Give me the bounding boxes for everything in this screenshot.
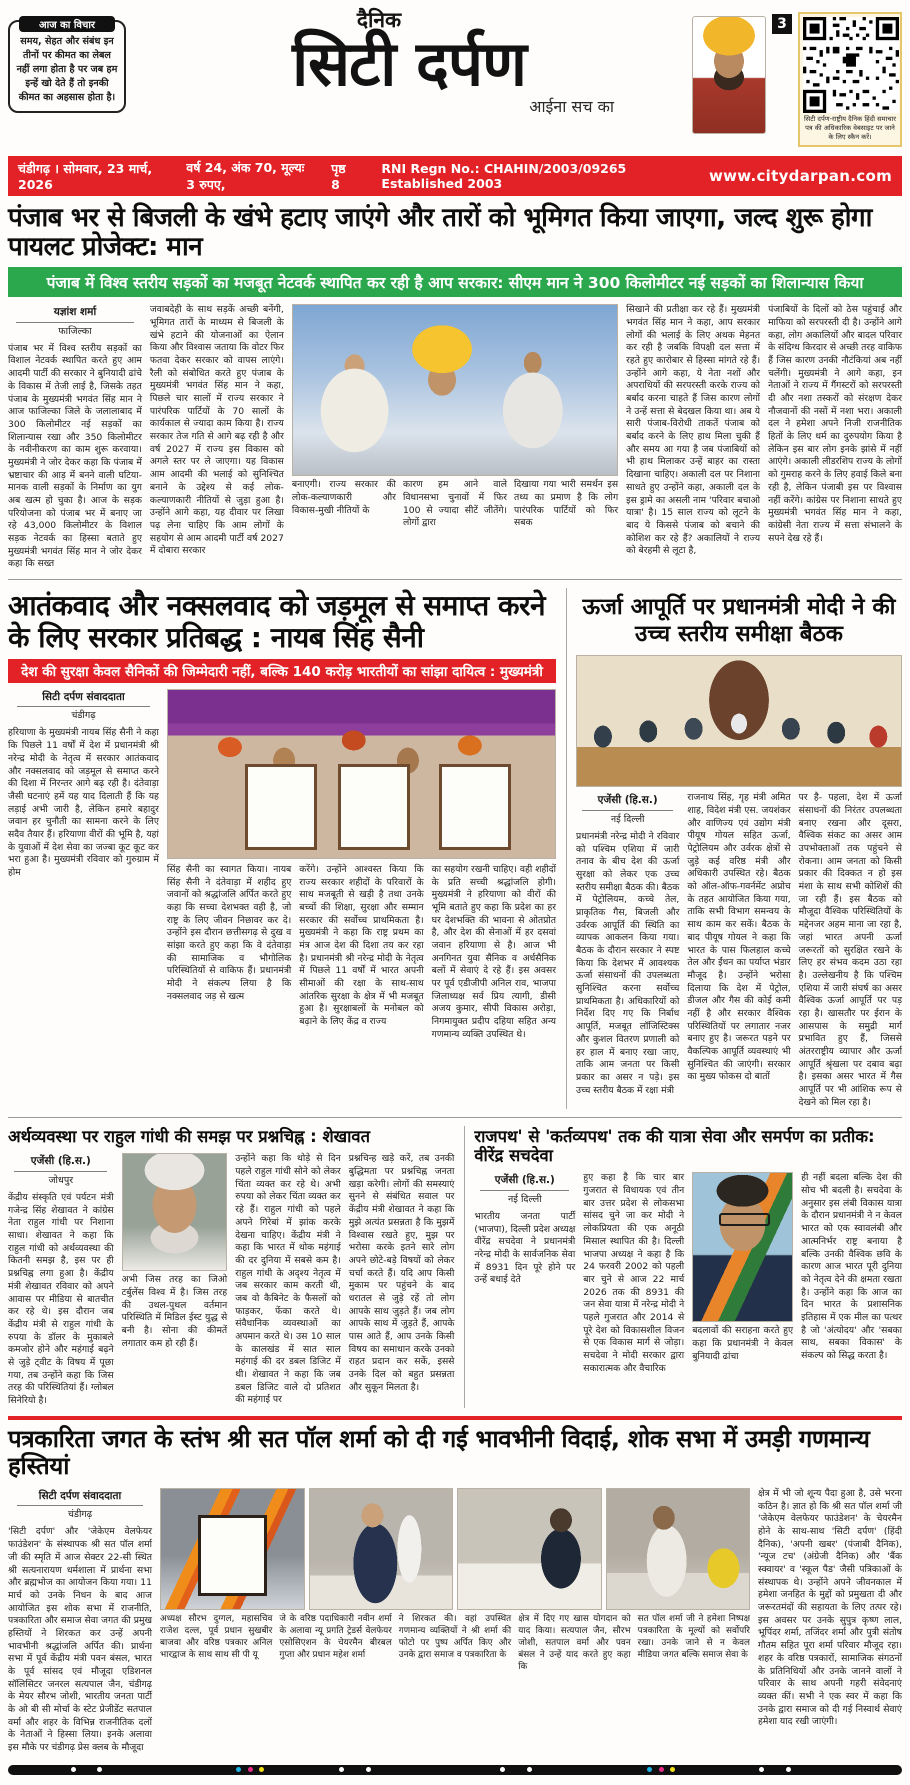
agency-name: एजेंसी (हि.स.) bbox=[14, 1154, 107, 1171]
obit-caption-1: अध्यक्ष सौरभ दुग्गल, महासचिव राजेश दल्ल, पूर्व प्रधान सुखबीर बाजवा और वरिष्ठ पत्रकार अनिल भारद्वाज के साथ साथ सी पी यू bbox=[159, 1613, 273, 1661]
saini-article bbox=[8, 588, 556, 1109]
thought-of-day-box bbox=[8, 20, 126, 113]
footer-dot bbox=[786, 1767, 791, 1772]
obit-caption-2: जे के वरिष्ठ पदाधिकारी नवीन शर्मा के अलावा न्यू प्रगति ट्रेडर्स वेलफेयर एसोसिएशन के चेयरमैन बीरबल गुप्ता और प्रधान महेश शर्मा bbox=[279, 1613, 392, 1661]
red-section-rule bbox=[8, 1416, 902, 1420]
website-url: www.citydarpan.com bbox=[708, 167, 892, 185]
saini-column-1 bbox=[8, 689, 159, 1042]
rni-number: RNI Regn No.: CHAHIN/2003/09265 Established 2003 bbox=[381, 161, 627, 191]
footer-dot bbox=[248, 1767, 253, 1772]
section-divider bbox=[8, 1117, 902, 1118]
lead-column-5 bbox=[768, 304, 902, 571]
second-row bbox=[8, 588, 902, 1109]
footer-dot bbox=[71, 1767, 76, 1772]
sachdeva-portrait-photo bbox=[692, 1172, 793, 1322]
brand-block bbox=[134, 6, 684, 115]
obituary-article bbox=[8, 1426, 902, 1755]
reporter-name: सिटी दर्पण संवाददाता bbox=[17, 690, 150, 707]
lead-text-1: पंजाब भर में विश्व स्तरीय सड़कों का विशाल नेटवर्क स्थापित करते हुए आम आदमी पार्टी की सरकार ने बुनियादी ढांचे के विकास में तेजी लाई है, जिसके तहत पंजाब के मुख्यमंत्री भगवंत सिंह मान ने आज फाजिल्का जिले के जलालाबाद में 300 किलोमीटर नई सड़कों का शिलान्यास रखा और 350 किलोमीटर के नवीनीकरण का काम शुरू करवाया। मुख्यमंत्री ने जोर देकर कहा कि पंजाब में भ्रष्टाचार की आड़ में बनने वाली घटिया-मानक वाली सड़कों के निर्माण का युग अब खत्म हो चुका है। आज के सड़क परियोजना को पंजाब भर में बनाए जा रहे 43,000 किलोमीटर के विशाल सड़क नेटवर्क का हिस्सा बताते हुए मुख्यमंत्री भगवंत सिंह मान ने जोर देकर कहा कि सख्त bbox=[8, 342, 142, 570]
footer-dot bbox=[339, 1767, 344, 1772]
sachdeva-column-4: ही नहीं बदला बल्कि देश की सोच भी बदली है। सचदेवा के अनुसार इस लंबी विकास यात्रा के दौरान प्रधानमंत्री ने न केवल भारत को एक स्वावलंबी और आत्मनिर्भर राष्ट्र बनाया है बल्कि उनकी वैश्विक छवि के कारण आज भारत पूरी दुनिया को नेतृत्व देने की क्षमता रखता है। उन्होंने कहा कि आज का दिन भारत के प्रशासनिक इतिहास में एक मील का पत्थर है जो 'अंत्योदय' और 'सबका साथ, सबका विकास' के संकल्प को सिद्ध करता है। bbox=[801, 1172, 902, 1361]
lead-under-1: बनाएगी। राज्य सरकार की लोक-कल्याणकारी और विकास-मुखी नीतियों के bbox=[291, 479, 396, 516]
third-row bbox=[8, 1126, 902, 1407]
sachdeva-column-2: हुए कहा है कि चार बार गुजरात से विधायक एवं तीन बार उत्तर प्रदेश से लोकसभा सांसद चुने जा कर मोदी ने लोकप्रियता की एक अनूठी मिसाल स्थापित की है। दिल्ली भाजपा अध्यक्ष ने कहा है कि 24 फरवरी 2002 को पहली बार चुने से आज 22 मार्च 2026 तक की 8931 की जन सेवा यात्रा में नरेन्द्र मोदी ने पहले गुजरात और 2014 से पूरे देश को विकासशील विजन से एक विकास मार्ग से जोड़ा। सचदेवा ने मोदी सरकार द्वारा सकारात्मक और वैचारिक bbox=[583, 1172, 685, 1374]
shekhawat-column-2 bbox=[122, 1153, 228, 1407]
obituary-headline: पत्रकारिता जगत के स्तंभ श्री सत पॉल शर्मा को दी गई भावभीनी विदाई, शोक सभा में उमड़ी गणमान्य हस्तियां bbox=[8, 1424, 870, 1481]
lead-article bbox=[8, 304, 902, 571]
brand-kicker: दैनिक bbox=[356, 8, 402, 32]
thought-title: आज का विचार bbox=[19, 16, 114, 32]
lead-under-2: कारण हम आने वाले विधानसभा चुनावों में फिर 100 से ज्यादा सीटें जीतेंगे। लोगों द्वारा bbox=[402, 479, 508, 529]
lead-column-1 bbox=[8, 304, 142, 571]
lead-column-4 bbox=[626, 304, 760, 571]
footer-dot bbox=[670, 1767, 675, 1772]
lead-text-4: सिखाने की प्रतीक्षा कर रहे हैं। मुख्यमंत्री भगवंत सिंह मान ने कहा, आप सरकार लोगों की भलाई के लिए अथक मेहनत कर रही है जबकि विपक्षी दल सत्ता में रहते हुए कारोबार से हिस्सा मांगते रहे हैं। उन्होंने आगे कहा, ये नेता नशों और अपराधियों की सरपरस्ती करके राज्य को बर्बाद करना चाहते हैं जिस कारण लोगों ने उन्हें सत्ता से बेदखल किया था। अब ये सारी पंजाब-विरोधी ताकतें पंजाब को बर्बाद करने के लिए हाथ मिला चुकी हैं और समय आ गया है जब पंजाबियों को भी हाथ मिलाकर उन्हें बाहर का रास्ता दिखाना चाहिए। अकाली दल पर निशाना साधते हुए उन्होंने कहा, अकाली दल के इस ड्रामे का असली नाम 'परिवार बचाओ यात्रा' है। 15 साल राज्य को लूटने के बाद ये किससे पंजाब को बचाने की कोशिश कर रहे हैं? अकालियों ने राज्य को बेरहमी से लूटा है, bbox=[626, 304, 761, 557]
footer-separator-bar bbox=[8, 1765, 902, 1775]
obituary-photo-strip bbox=[160, 1488, 750, 1755]
garlanded-portrait-photo bbox=[160, 1488, 305, 1610]
city-date: चंडीगढ़ । सोमवार, 23 मार्च, 2026 bbox=[18, 161, 153, 192]
obituary-column-1 bbox=[8, 1488, 152, 1755]
footer-dot bbox=[759, 1767, 764, 1772]
lead-photo-continuation bbox=[292, 479, 618, 530]
award-ceremony-photo bbox=[167, 689, 556, 859]
obituary-text-1: 'सिटी दर्पण' और 'जेकेएम वेलफेयर फाउंडेशन' के संस्थापक श्री सत पॉल शर्मा जी की स्मृति में आज सेक्टर 22-सी स्थित श्री सत्यनारायण धर्मशाला में प्रार्थना सभा और ब्रह्मभोज का आयोजन किया गया। 11 मार्च को उनके निधन के बाद आज आयोजित इस शोक सभा में राजनीति, पत्रकारिता और समाज सेवा जगत की प्रमुख हस्तियों ने शिरकत कर उन्हें अपनी भावभीनी श्रद्धांजलि अर्पित की। प्रार्थना सभा में पूर्व केंद्रीय मंत्री पवन बंसल, भारत के पूर्व सांसद एवं मौजूदा एडिशनल सॉलिसिटर जनरल सत्यपाल जैन, चंडीगढ़ के मेयर सौरभ जोशी, भारतीय जनता पार्टी के ओ बी सी मोर्चा के स्टेट प्रेजीडेंट सतपाल वर्मा और शहर के विभिन्न राजनीतिक दलों के नेताओं ने हिस्सा लिया। इनके अलावा इस मौके पर चंडीगढ़ प्रेस क्लब के मौजूदा bbox=[8, 1526, 152, 1754]
thought-text: समय, सेहत और संबंध इन तीनों पर कीमत का लेबल नहीं लगा होता है पर जब हम इन्हें खो देते हैं तो इनकी कीमत का अहसास होता है। bbox=[16, 36, 118, 103]
footer-dot bbox=[500, 1767, 505, 1772]
sachdeva-text-3: बदलावों की सराहना करते हुए कहा कि प्रधानमंत्री ने केवल बुनियादी ढांचा bbox=[692, 1325, 794, 1362]
footer-dot bbox=[259, 1767, 264, 1772]
agency-place: जोधपुर bbox=[48, 1174, 74, 1186]
newspaper-title: सिटी दर्पण bbox=[292, 27, 526, 100]
shekhawat-headline: अर्थव्यवस्था पर राहुल गांधी की समझ पर प्रश्नचिह्न : शेखावत bbox=[8, 1127, 371, 1147]
reporter-name: यज्ञांश शर्मा bbox=[16, 305, 134, 322]
modi-column-2: राजनाथ सिंह, गृह मंत्री अमित शाह, विदेश मंत्री एस. जयशंकर और वाणिज्य एवं उद्योग मंत्री पीयूष गोयल सहित ऊर्जा, पेट्रोलियम और उर्वरक क्षेत्रों से जुड़े कई वरिष्ठ मंत्री और अधिकारी उपस्थित रहे। बैठक को ऑल-ऑफ-गवर्नमेंट अप्रोच के तहत आयोजित किया गया, ताकि सभी विभाग समन्वय के साथ काम कर सकें। बैठक के बाद पीयूष गोयल ने कहा कि भारत के पास फिलहाल कच्चे तेल और ईंधन का पर्याप्त भंडार मौजूद है। उन्होंने भरोसा दिलाया कि देश में पेट्रोल, डीजल और गैस की कोई कमी नहीं है और सरकार वैश्विक परिस्थितियों पर लगातार नजर बनाए हुए है। जरूरत पड़ने पर वैकल्पिक आपूर्ति व्यवस्थाएं भी सुनिश्चित की जाएंगी। सरकार का मुख्य फोकस दो बातों bbox=[687, 792, 791, 1083]
saini-column-2: सिंह सैनी का स्वागत किया। नायब सिंह सैनी ने दंतेवाड़ा में शहीद हुए जवानों को श्रद्धांजलि अर्पित करते हुए कहा कि सच्चा देशभक्त वही है, जो राष्ट्र के लिए जीवन निछावर कर दे। उन्होंने इस दौरान छत्तीसगढ़ से दुख व सांझा करते हुए कहा कि वे दंतेवाड़ा की सामाजिक व भौगोलिक परिस्थितियों से वाकिफ हैं। प्रधानमंत्री मोदी ने संकल्प लिया है कि नक्सलवाद जड़ से खत्म bbox=[166, 863, 292, 1002]
review-meeting-photo bbox=[576, 655, 902, 787]
qr-code-box bbox=[798, 12, 902, 147]
agency-place: नई दिल्ली bbox=[610, 813, 645, 825]
footer-dot bbox=[659, 1767, 664, 1772]
reporter-name: सिटी दर्पण संवाददाता bbox=[17, 1489, 144, 1506]
lead-text-2: जवाबदेही के साथ सड़कें अच्छी बनेंगी, भूमिगत तारों के माध्यम से बिजली के खंभे हटाने की योजनाओं का ऐलान किया और विश्वास जताया कि वोटर फिर फतवा देकर सरकार को वापस लाएंगे। रैली को संबोधित करते हुए पंजाब के मुख्यमंत्री भगवंत सिंह मान ने कहा, पिछले चार सालों में राज्य सरकार ने पारंपरिक पार्टियों के 70 सालों के कार्यकाल से ज्यादा काम किया है। राज्य सरकार तेज गति से आगे बढ़ रही है और वर्ष 2027 में राज्य इस विकास को अगले स्तर पर ले जाएगा। यह विकास आम आदमी की भलाई को सुनिश्चित बनाने के उद्देश्य से कई लोक-कल्याणकारी नीतियों से जुड़ा हुआ है। उन्होंने आगे कहा, यह दीवार पर लिखा पढ़ लेना चाहिए कि आम लोगों के सहयोग से आम आदमी पार्टी वर्ष 2027 में दोबारा सरकार bbox=[149, 304, 284, 557]
byline bbox=[8, 1489, 152, 1522]
saini-text-1: हरियाणा के मुख्यमंत्री नायब सिंह सैनी ने कहा कि पिछले 11 वर्षों में देश में प्रधानमंत्री श्री नरेन्द्र मोदी के नेतृत्व में सरकार आतंकवाद और नक्सलवाद को जड़मूल से समाप्त करने की दिशा में निरन्तर आगे बढ़ रही है। दंतेवाड़ा जैसी घटनाएं हमें यह याद दिलाती हैं कि यह लड़ाई अभी जारी है, लेकिन हमारे बहादुर जवान हर चुनौती का सामना करने के लिए सदैव तैयार हैं। हरियाणा वीरों की भूमि है, यहां के युवाओं में देश सेवा का जज्बा कूट कूट कर भरा हुआ है। मुख्यमंत्री रविवार को गुरुग्राम में होम bbox=[8, 727, 159, 879]
modi-headline: ऊर्जा आपूर्ति पर प्रधानमंत्री मोदी ने की उच्च स्तरीय समीक्षा बैठक bbox=[582, 594, 896, 647]
saini-column-3: करेंगे। उन्होंने आश्वस्त किया कि राज्य सरकार शहीदों के परिवारों के साथ मजबूती से खड़ी है तथा उनके बच्चों की शिक्षा, सुरक्षा और सम्मान सरकार की सर्वोच्च प्राथमिकता है। मुख्यमंत्री ने कहा कि राष्ट्र प्रथम का मंत्र आज देश की दिशा तय कर रहा है। प्रधानमंत्री श्री नरेन्द्र मोदी के नेतृत्व में पिछले 11 वर्षों में भारत अपनी सीमाओं की रक्षा के साथ-साथ आंतरिक सुरक्षा के क्षेत्र में भी मजबूत हुआ है। सुरक्षाबलों के मनोबल को बढ़ाने के लिए केंद्र व राज्य bbox=[299, 863, 424, 1028]
section-divider bbox=[8, 579, 902, 580]
mourner-praying-photo bbox=[309, 1488, 454, 1610]
shekhawat-text-1: केंद्रीय संस्कृति एवं पर्यटन मंत्री गजेन्द्र सिंह शेखावत ने कांग्रेस नेता राहुल गांधी पर निशाना साधा। शेखावत ने कहा कि राहुल गांधी को अर्थव्यवस्था की कितनी समझ है, इस पर ही प्रश्नचिह्न लगा हुआ है। केंद्रीय मंत्री शेखावत रविवार को अपने आवास पर मीडिया से बातचीत कर रहे थे। इस दौरान जब केंद्रीय मंत्री से राहुल गांधी के रुपया के डॉलर के मुकाबले कमजोर होने और महंगाई बढ़ने से जुड़े ट्वीट के विषय में पूछा गया, तब उन्होंने कहा कि जिस तरह की परिस्थितियां हैं। ग्लोबल सिनेरियो है। bbox=[8, 1192, 114, 1406]
saini-subheadline: देश की सुरक्षा केवल सैनिकों की जिम्मेदारी नहीं, बल्कि 140 करोड़ भारतीयों का सांझा दायित्व : मुख्यमंत्री bbox=[8, 659, 556, 683]
sachdeva-column-1 bbox=[474, 1172, 575, 1375]
lead-subheadline: पंजाब में विश्व स्तरीय सड़कों का मजबूत नेटवर्क स्थापित कर रही है आप सरकार: सीएम मान ने 300 किलोमीटर नई सड़कों का शिलान्यास किया bbox=[8, 267, 902, 297]
reporter-place: फाजिल्का bbox=[58, 325, 92, 337]
lead-photo-block bbox=[292, 304, 618, 571]
cm-portrait-photo bbox=[692, 16, 766, 134]
sachdeva-text-1: भारतीय जनता पार्टी (भाजपा), दिल्ली प्रदेश अध्यक्ष वीरेंद्र सचदेवा ने प्रधानमंत्री नरेन्द्र मोदी के सार्वजनिक सेवा में 8931 दिन पूरे होने पर उन्हें बधाई देते bbox=[474, 1210, 576, 1286]
brand-tagline: आईना सच का bbox=[529, 97, 614, 116]
lead-headline: पंजाब भर से बिजली के खंभे हटाए जाएंगे और तारों को भूमिगत किया जाएगा, जल्द शुरू होगा पायलट प्रोजेक्ट: मान bbox=[8, 203, 872, 262]
modi-column-3: पर है- पहला, देश में ऊर्जा संसाधनों की निरंतर उपलब्धता बनाए रखना और दूसरा, वैश्विक संकट का असर आम उपभोक्ताओं तक पहुंचने से रोकना। आम जनता को किसी प्रकार की दिक्कत न हो इस मंशा के साथ सभी कोशिशें की जा रही हैं। इस बैठक को मौजूदा वैश्विक परिस्थितियों के मद्देनजर अहम माना जा रहा है, जहां भारत अपनी ऊर्जा जरूरतों को सुरक्षित रखने के लिए हर संभव कदम उठा रहा है। उल्लेखनीय है कि पश्चिम एशिया में जारी संघर्ष का असर वैश्विक ऊर्जा आपूर्ति पर पड़ रहा है। खासतौर पर ईरान के आसपास के समुद्री मार्ग प्रभावित हुए हैं, जिससे अंतरराष्ट्रीय व्यापार और ऊर्जा आपूर्ति श्रृंखला पर दबाव बढ़ा है। इसका असर भारत में गैस आपूर्ति पर भी आंशिक रूप से देखने को मिल रहा है। bbox=[798, 792, 902, 1108]
modi-text-1: प्रधानमंत्री नरेन्द्र मोदी ने रविवार को पश्चिम एशिया में जारी तनाव के बीच देश की ऊर्जा सुरक्षा को लेकर एक उच्च स्तरीय समीक्षा बैठक की। बैठक में पेट्रोलियम, कच्चे तेल, प्राकृतिक गैस, बिजली और उर्वरक आपूर्ति की स्थिति का व्यापक आकलन किया गया। बैठक के दौरान सरकार ने स्पष्ट किया कि देशभर में आवश्यक ऊर्जा संसाधनों की उपलब्धता सुनिश्चित करना सर्वोच्च प्राथमिकता है। अधिकारियों को निर्देश दिए गए कि निर्बाध आपूर्ति, मजबूत लॉजिस्टिक्स और कुशल वितरण प्रणाली को हर हाल में बनाए रखा जाए, ताकि आम जनता पर किसी प्रकार का असर न पड़े। इस उच्च स्तरीय बैठक में रक्षा मंत्री bbox=[576, 830, 680, 1096]
shekhawat-article bbox=[8, 1126, 454, 1407]
reporter-place: चंडीगढ़ bbox=[67, 1509, 93, 1521]
shekhawat-column-4: प्रश्नचिन्ह खड़े करें, तब उनकी बुद्धिमता पर प्रश्नचिह्न जनता खड़ा करेगी। लोगों की समस्याएं सुनने से संबंधित सवाल पर केंद्रीय मंत्री शेखावत ने कहा कि मुझे अत्यंत प्रसन्नता है कि मुझमें विश्वास रखते हुए, मुझ पर भरोसा करके इतने सारे लोग अपने छोटे-बड़े विषयों को लेकर चर्चा करते हैं। यदि आप किसी मुकाम पर पहुंचने के बाद धरातल से जुड़े रहें तो लोग आपके साथ जुड़ते हैं। जब लोग आपके साथ में जुड़ते हैं, आपके पास आते हैं, आप उनके किसी विषय का समाधान करके उनको राहत प्रदान कर सकें, इससे उनके दिल को बहुत प्रसन्नता और सुकून मिलता है। bbox=[348, 1153, 455, 1393]
sachdeva-article bbox=[464, 1126, 902, 1407]
reporter-place: चंडीगढ़ bbox=[71, 710, 96, 722]
sachdeva-headline: राजपथ' से 'कर्तव्यपथ' तक की यात्रा सेवा और समर्पण का प्रतीक: वीरेंद्र सचदेवा bbox=[474, 1127, 875, 1166]
header-right bbox=[692, 6, 902, 147]
shekhawat-column-3: उन्होंने कहा कि थोड़े से दिन पहले राहुल गांधी सोने को लेकर चिंता व्यक्त कर रहे थे। अभी रुपया को लेकर चिंता व्यक्त कर रहे हैं। राहुल गांधी को पहले अपने गिरेबां में झांक करके देखना चाहिए। केंद्रीय मंत्री ने कहा कि भारत में थोक महंगाई की दर दुनिया में सबसे कम है। राहुल गांधी के अदृश्य नेतृत्व में जब सरकार काम करती थी, जब वो कैबिनेट के फैसलों को फाड़कर, फेंका करते थे। संवैधानिक व्यवस्थाओं का अपमान करते थे। उस 10 साल के कालखंड में सात साल महंगाई की दर डबल डिजिट में थी। शेखावत ने कहा कि जब डबल डिजिट वाले दो प्रतिशत की महंगाई पर bbox=[235, 1153, 341, 1406]
footer-dot bbox=[236, 1767, 241, 1772]
masthead bbox=[8, 6, 902, 154]
qr-code-icon bbox=[803, 17, 899, 113]
saini-headline: आतंकवाद और नक्सलवाद को जड़मूल से समाप्त करने के लिए सरकार प्रतिबद्ध : नायब सिंह सैनी bbox=[8, 589, 546, 654]
footer-dot bbox=[366, 1767, 371, 1772]
byline bbox=[576, 793, 679, 826]
byline bbox=[8, 305, 142, 338]
saini-column-4: का सहयोग रखनी चाहिए। वही शहीदों के प्रति सच्ची श्रद्धांजलि होगी। मुख्यमंत्री ने हरियाणा को वीरों की भूमि बताते हुए कहा कि प्रदेश का हर घर देशभक्ति की भावना से ओतप्रोत है, और देश की सेनाओं में हर दसवां जवान हरियाणा से है। आज भी अनगिनत युवा सैनिक व अर्धसैनिक बलों में सेवाएं दे रहे हैं। इस अवसर पर पूर्व एडीजीपी अनिल राव, भाजपा जिलाध्यक्ष सर्व प्रिय त्यागी, डीसी अजय कुमार, सीपी विकास अरोड़ा, निगमायुक्त प्रदीप दहिया सहित अन्य गणमान्य व्यक्ति उपस्थित थे। bbox=[431, 863, 556, 1040]
byline bbox=[8, 1154, 114, 1187]
issue-info: वर्ष 24, अंक 70, मूल्यः 3 रुपए, bbox=[186, 160, 305, 192]
obituary-right-column: क्षेत्र में भी जो शून्य पैदा हुआ है, उसे भरना कठिन है। ज्ञात हो कि श्री सत पॉल शर्मा जी 'जेकेएम वेलफेयर फाउंडेशन' के चेयरमैन होने के साथ-साथ 'सिटी दर्पण' (हिंदी दैनिक), 'अपनी खबर' (पंजाबी दैनिक), 'न्यूज टच' (अंग्रेजी दैनिक) और 'बैंक स्क्वायर' व 'स्कूल पैड' जैसी पत्रिकाओं के संस्थापक थे। उन्होंने अपने जीवनकाल में हमेशा जनहित के मुद्दों को प्रमुखता दी और जरूरतमंदों की सहायता के लिए तत्पर रहे। इस अवसर पर उनके सुपुत्र कृष्ण लाल, भूपिंदर शर्मा, तजिंदर शर्मा और पुत्री संतोष गौतम सहित पूरा शर्मा परिवार मौजूद रहा। शहर के वरिष्ठ पत्रकारों, सामाजिक संगठनों के प्रतिनिधियों और उनके जानने वालों ने परिवार के साथ अपनी गहरी संवेदनाएं व्यक्त कीं। सभी ने एक स्वर में कहा कि उनके द्वारा समाज को दी गई निस्वार्थ सेवाएं हमेशा याद रखी जाएंगी। bbox=[758, 1487, 902, 1728]
obit-caption-3: ने शिरकत की। वहां उपस्थित गणमान्य व्यक्तियों ने श्री शर्मा की फोटो पर पुष्प अर्पित किए और उनके द्वारा समाज व पत्रकारिता के bbox=[398, 1613, 512, 1661]
byline bbox=[474, 1173, 575, 1206]
lead-under-3: दिखाया गया भारी समर्थन इस तथ्य का प्रमाण है कि लोग पारंपरिक पार्टियों को फिर सबक bbox=[514, 479, 619, 529]
footer-dot bbox=[527, 1767, 532, 1772]
saini-photo-block bbox=[167, 689, 556, 1042]
modi-article bbox=[566, 588, 902, 1109]
page-count: पृष्ठ 8 bbox=[331, 161, 346, 192]
agency-name: एजेंसी (हि.स.) bbox=[480, 1173, 569, 1190]
photo-decor bbox=[439, 764, 511, 851]
tribute-photo bbox=[606, 1488, 751, 1610]
photo-decor bbox=[719, 1213, 770, 1226]
lead-column-2 bbox=[150, 304, 284, 571]
shekhawat-column-1 bbox=[8, 1153, 114, 1407]
agency-name: एजेंसी (हि.स.) bbox=[582, 793, 673, 810]
dateline-bar bbox=[8, 156, 902, 196]
qr-caption: सिटी दर्पण-राष्ट्रीय दैनिक हिंदी समाचार पत्र की अधिकारिक वेबसाइट पर जाने के लिए स्कैन करें। bbox=[803, 115, 897, 142]
prayer-hall-photo bbox=[457, 1488, 602, 1610]
rally-photo bbox=[292, 304, 618, 476]
obit-caption-5: सत पॉल शर्मा जी ने हमेशा निष्पक्ष पत्रकारिता के मूल्यों को सर्वोपरि रखा। उनके जाने से न केवल मीडिया जगत बल्कि समाज सेवा के bbox=[637, 1613, 751, 1661]
byline bbox=[8, 690, 159, 723]
page-number-badge: 3 bbox=[772, 14, 792, 34]
photo-decor bbox=[245, 764, 317, 851]
shekhawat-text-2: अभी जिस तरह का जिओ टर्बुलेंस विश्व में है। जिस तरह की उथल-पुथल वर्तमान परिस्थिति में मिडिल ईस्ट युद्ध से बनी है। सोना की कीमतें लगातार कम हो रही हैं। bbox=[121, 1274, 228, 1349]
modi-column-1 bbox=[576, 792, 679, 1109]
photo-decor bbox=[198, 1515, 267, 1595]
lead-text-5: पंजाबियों के दिलों को ठेस पहुंचाई और माफिया को सरपरस्ती दी है। उन्होंने आगे कहा, लोग अकालियों और बादल परिवार के संदिग्ध किरदार से अच्छी तरह वाकिफ हैं जिस कारण उनकी नौटंकियां अब नहीं चलेंगी। मुख्यमंत्री ने आगे कहा, इन नेताओं ने राज्य में गैंगस्टरों को सरपरस्ती दी और नशा तस्करों को संरक्षण देकर नौजवानों की नसों में नशा भरा। अकाली दल ने हमेशा अपने निजी राजनीतिक हितों के लिए धर्म का दुरुपयोग किया है लेकिन इस बार लोग इनके झांसे में नहीं आएंगे। अकाली लीडरशिप राज्य के लोगों को गुमराह करने के लिए हवाई किले बना रही है, लेकिन पंजाबी इस पर विश्वास नहीं करेंगे। कांग्रेस पर निशाना साधते हुए मुख्यमंत्री भगवंत सिंह मान ने कहा, कांग्रेसी नेता राज्य में सत्ता संभालने के सपने देख रहे हैं। bbox=[768, 304, 902, 544]
obituary-captions bbox=[160, 1613, 750, 1674]
obit-caption-4: क्षेत्र में दिए गए खास योगदान को याद किया। सत्यपाल जैन, सौरभ जोशी, सतपाल वर्मा और पवन बंसल ने उन्हें याद करते हुए कहा कि bbox=[518, 1613, 631, 1673]
footer-dot bbox=[647, 1767, 652, 1772]
photo-decor bbox=[338, 764, 410, 851]
footer-dot bbox=[97, 1767, 102, 1772]
shekhawat-portrait-photo bbox=[122, 1153, 228, 1271]
sachdeva-column-3 bbox=[692, 1172, 793, 1375]
agency-place: नई दिल्ली bbox=[508, 1193, 542, 1205]
